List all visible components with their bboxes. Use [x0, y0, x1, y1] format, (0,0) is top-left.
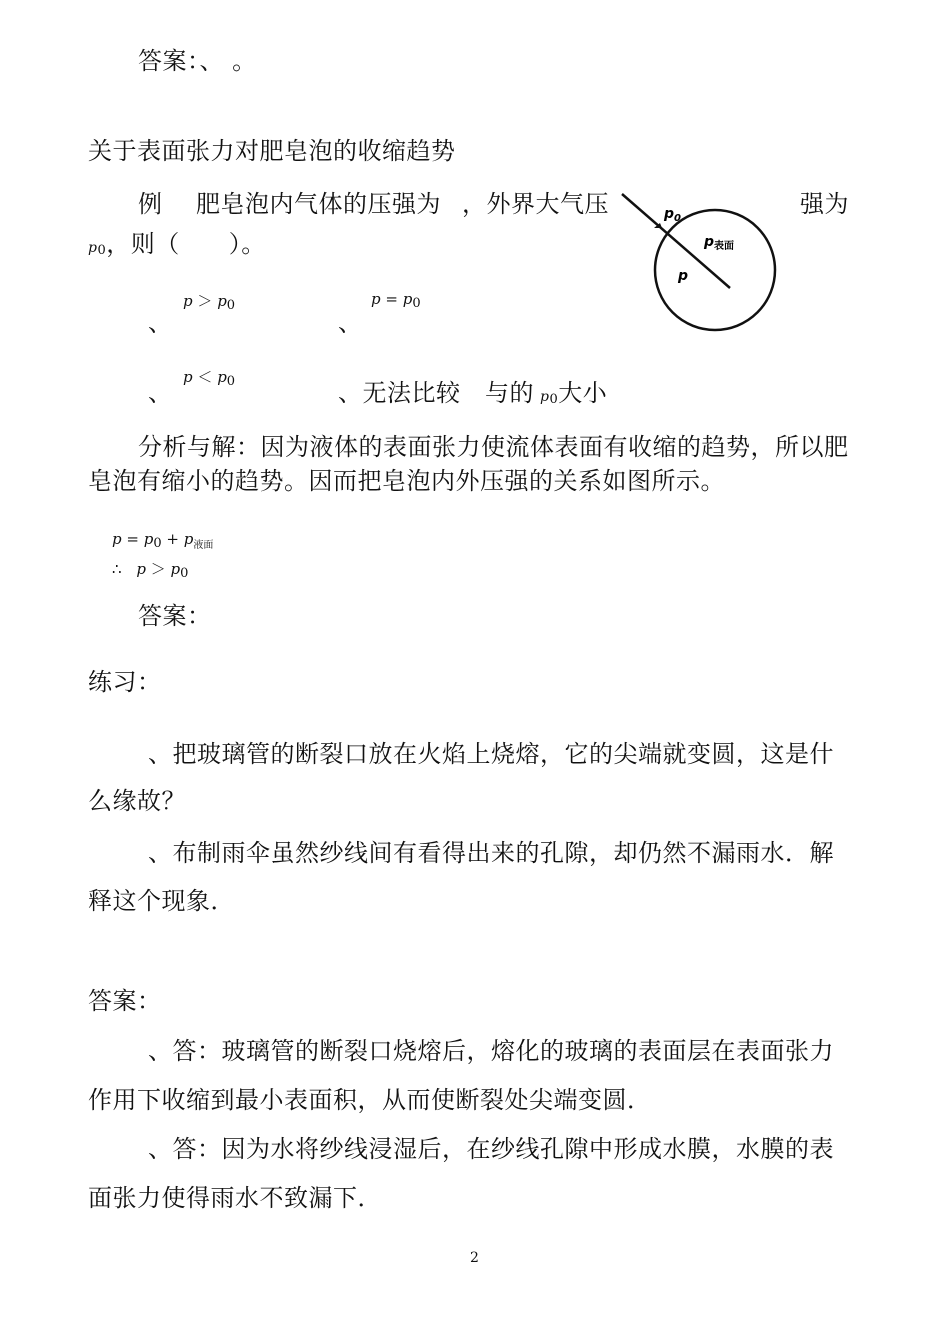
option-a-rel: ＞ [197, 292, 213, 310]
answer-1-line1: 、答：玻璃管的断裂口烧熔后，熔化的玻璃的表面层在表面张力 [148, 1037, 834, 1065]
eq2-sub: 0 [180, 566, 189, 581]
eq2-lhs: p [136, 560, 146, 578]
eq1-eq: = [126, 530, 139, 548]
option-c-var: p [183, 368, 193, 386]
answer-2-line1: 、答：因为水将纱线浸湿后，在纱线孔隙中形成水膜，水膜的表 [148, 1135, 834, 1163]
label-p: p [678, 268, 689, 284]
option-b-rhs: p [402, 290, 413, 308]
option-c-sub: 0 [226, 374, 236, 389]
option-c-math [183, 366, 235, 389]
answer-top-label: 答案： [138, 47, 200, 75]
answer-2-line2: 面张力使得雨水不致漏下． [88, 1184, 382, 1212]
answer-mid: 答案： [138, 602, 212, 630]
example-line1-a: 肥皂泡内气体的压强为 [196, 190, 441, 218]
example-line1-b: ，外界大气压 [462, 190, 609, 218]
eq1-sub: 液面 [193, 540, 214, 551]
exercise-q1-line2: 么缘故？ [88, 787, 186, 815]
option-d-suffix: 大小 [558, 379, 608, 407]
equation-2 [112, 558, 188, 581]
option-b-label: 、 [338, 309, 363, 337]
bubble-circle [655, 210, 775, 330]
exercise-title: 练习： [88, 668, 162, 696]
example-line1-c: 强为 [800, 190, 849, 218]
option-a-sub: 0 [226, 298, 236, 313]
exercise-q1-line1: 、把玻璃管的断裂口放在火焰上烧熔，它的尖端就变圆，这是什 [148, 740, 834, 768]
eq2-rel: ＞ [150, 560, 166, 578]
example-prefix: 例 [138, 190, 163, 218]
option-d-var: p [540, 389, 550, 405]
eq1-lhs: p [112, 530, 122, 548]
page-number: 2 [470, 1250, 479, 1266]
option-b-sub: 0 [412, 296, 421, 311]
answer-1-line2: 作用下收缩到最小表面积，从而使断裂处尖端变圆． [88, 1086, 652, 1114]
section-title: 关于表面张力对肥皂泡的收缩趋势 [88, 137, 456, 165]
example-line2-var: p [88, 240, 98, 256]
option-d-label: 、无法比较 与的 [338, 379, 534, 407]
option-c-rel: ＜ [197, 368, 213, 386]
option-b-var: p [371, 290, 381, 308]
label-p-surface: $p_{表面}$ [704, 234, 735, 252]
option-a-label: 、 [148, 309, 173, 337]
option-a-math [183, 290, 235, 313]
eq2-therefore: ∴ [112, 560, 122, 578]
option-b-rel: = [385, 290, 398, 308]
option-c-label: 、 [148, 379, 173, 407]
exercise-q2-line2: 释这个现象． [88, 887, 235, 915]
equation-1 [112, 530, 213, 551]
option-b-math [371, 290, 421, 311]
option-a-var: p [183, 292, 193, 310]
analysis-line2: 皂泡有缩小的趋势。因而把皂泡内外压强的关系如图所示。 [88, 467, 725, 495]
example-line2 [88, 229, 266, 259]
answer-top [138, 46, 257, 76]
answers-title: 答案： [88, 987, 162, 1015]
soap-bubble-diagram [620, 188, 790, 338]
option-c-rhs: p [217, 368, 227, 386]
option-d [338, 378, 607, 408]
eq1-p: p [183, 530, 194, 548]
example-line2-text: ，则（ ）。 [106, 230, 266, 258]
eq1-plus: + [166, 530, 179, 548]
eq1-p0: p [143, 530, 154, 548]
answer-top-text: 、 。 [199, 47, 257, 75]
analysis-line1: 分析与解：因为液体的表面张力使流体表面有收缩的趋势，所以肥 [138, 433, 849, 461]
exercise-q2-line1: 、布制雨伞虽然纱线间有看得出来的孔隙，却仍然不漏雨水．解 [148, 839, 834, 867]
label-p0: $p_0$ [664, 206, 681, 224]
option-d-sub: 0 [549, 392, 559, 407]
option-a-rhs: p [217, 292, 227, 310]
eq2-rhs: p [170, 560, 181, 578]
example-line2-sub: 0 [97, 243, 107, 258]
eq1-p0-sub: 0 [153, 536, 162, 551]
